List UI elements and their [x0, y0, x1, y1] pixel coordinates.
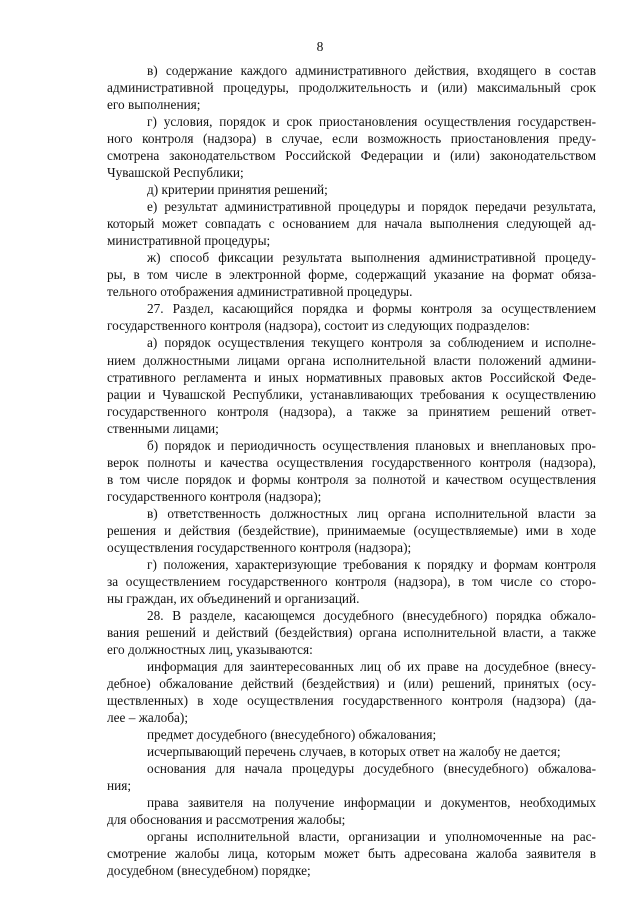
text-line: ры, в том числе в электронной форме, содержащий указание на формат обяза- — [107, 267, 596, 283]
text-line: д) критерии принятия решений; — [147, 182, 328, 198]
text-line: а) порядок осуществления текущего контроля за соблюдением и исполне- — [147, 335, 596, 351]
text-line: ществленных) в ходе осуществления государственного контроля (надзора) (да- — [107, 693, 596, 709]
text-line: его должностных лиц, указываются: — [107, 642, 313, 658]
text-line: смотрена законодательством Российской Федерации и (или) законодательством — [107, 148, 596, 164]
text-line: осуществления государственного контроля (надзора); — [107, 539, 412, 555]
text-line: г) положения, характеризующие требования к порядку и формам контроля — [147, 556, 596, 572]
text-line: ного контроля (надзора) в случае, если возможность приостановления преду- — [107, 131, 596, 147]
text-line: Чувашской Республики; — [107, 165, 244, 181]
text-line: досудебном (внесудебном) порядке; — [107, 863, 311, 879]
text-line: для обоснования и рассмотрения жалобы; — [107, 812, 346, 828]
text-line: права заявителя на получение информации и документов, необходимых — [147, 795, 596, 811]
text-line: е) результат административной процедуры и порядок передачи результата, — [147, 199, 596, 215]
text-line: в) содержание каждого административного действия, входящего в состав — [147, 63, 596, 78]
text-line: решения и действия (бездействие), принимаемые (осуществляемые) ими в ходе — [107, 522, 596, 538]
text-line: предмет досудебного (внесудебного) обжалования; — [147, 727, 437, 743]
text-line: б) порядок и периодичность осуществления плановых и внеплановых про- — [147, 437, 596, 453]
page-number: 8 — [316, 39, 324, 54]
text-line: государственного контроля (надзора); — [107, 488, 322, 504]
text-line: его выполнения; — [107, 97, 201, 113]
text-line: дебное) обжалование действий (бездействия) и (или) решений, принятых (осу- — [107, 676, 596, 692]
text-line: органы исполнительной власти, организации и уполномоченные на рас- — [147, 829, 596, 845]
text-line: в том числе порядок и формы контроля за полнотой и качеством осуществления — [107, 471, 596, 487]
text-line: рации и Чувашской Республики, устанавливающих требования к осуществлению — [107, 386, 596, 402]
text-line: г) условия, порядок и срок приостановления осуществления государствен- — [147, 114, 596, 130]
text-line: стративного регламента и иных нормативных правовых актов Российской Феде- — [107, 369, 596, 385]
text-line: исчерпывающий перечень случаев, в которых ответ на жалобу не дается; — [147, 744, 561, 760]
text-line: смотрение жалобы лица, которым может быть адресована жалоба заявителя в — [107, 846, 596, 862]
text-line: вания решений и действий (бездействия) органа исполнительной власти, а также — [107, 624, 596, 640]
text-line: ния; — [107, 778, 132, 794]
text-line: верок полноты и качества осуществления государственного контроля (надзора), — [107, 454, 596, 470]
text-line: основания для начала процедуры досудебного (внесудебного) обжалова- — [147, 761, 596, 777]
text-line: государственного контроля (надзора), а также за принятием решений ответ- — [107, 403, 596, 419]
text-line: который может совпадать с основанием для начала выполнения следующей ад- — [107, 216, 596, 232]
text-line: министративной процедуры; — [107, 233, 271, 249]
text-line: ж) способ фиксации результата выполнения административной процеду- — [147, 250, 596, 266]
text-line: ны граждан, их объединений и организаций. — [107, 590, 360, 606]
text-line: лее – жалоба); — [107, 710, 189, 726]
text-line: ственными лицами; — [107, 420, 219, 436]
text-line: административной процедуры, продолжительность и (или) максимальный срок — [107, 80, 596, 96]
text-line: за осуществлением государственного контроля (надзора), в том числе со сторо- — [107, 573, 596, 589]
text-line: 28. В разделе, касающемся досудебного (внесудебного) порядка обжало- — [147, 607, 596, 623]
text-line: нием должностными лицами органа исполнительной власти положений админи- — [107, 352, 596, 368]
text-line: 27. Раздел, касающийся порядка и формы контроля за осуществлением — [147, 301, 596, 317]
text-line: информация для заинтересованных лиц об их праве на досудебное (внесу- — [147, 659, 596, 675]
text-line: государственного контроля (надзора), состоит из следующих подразделов: — [107, 318, 530, 334]
text-line: в) ответственность должностных лиц органа исполнительной власти за — [147, 505, 596, 521]
text-line: тельного отображения административной процедуры. — [107, 284, 413, 300]
